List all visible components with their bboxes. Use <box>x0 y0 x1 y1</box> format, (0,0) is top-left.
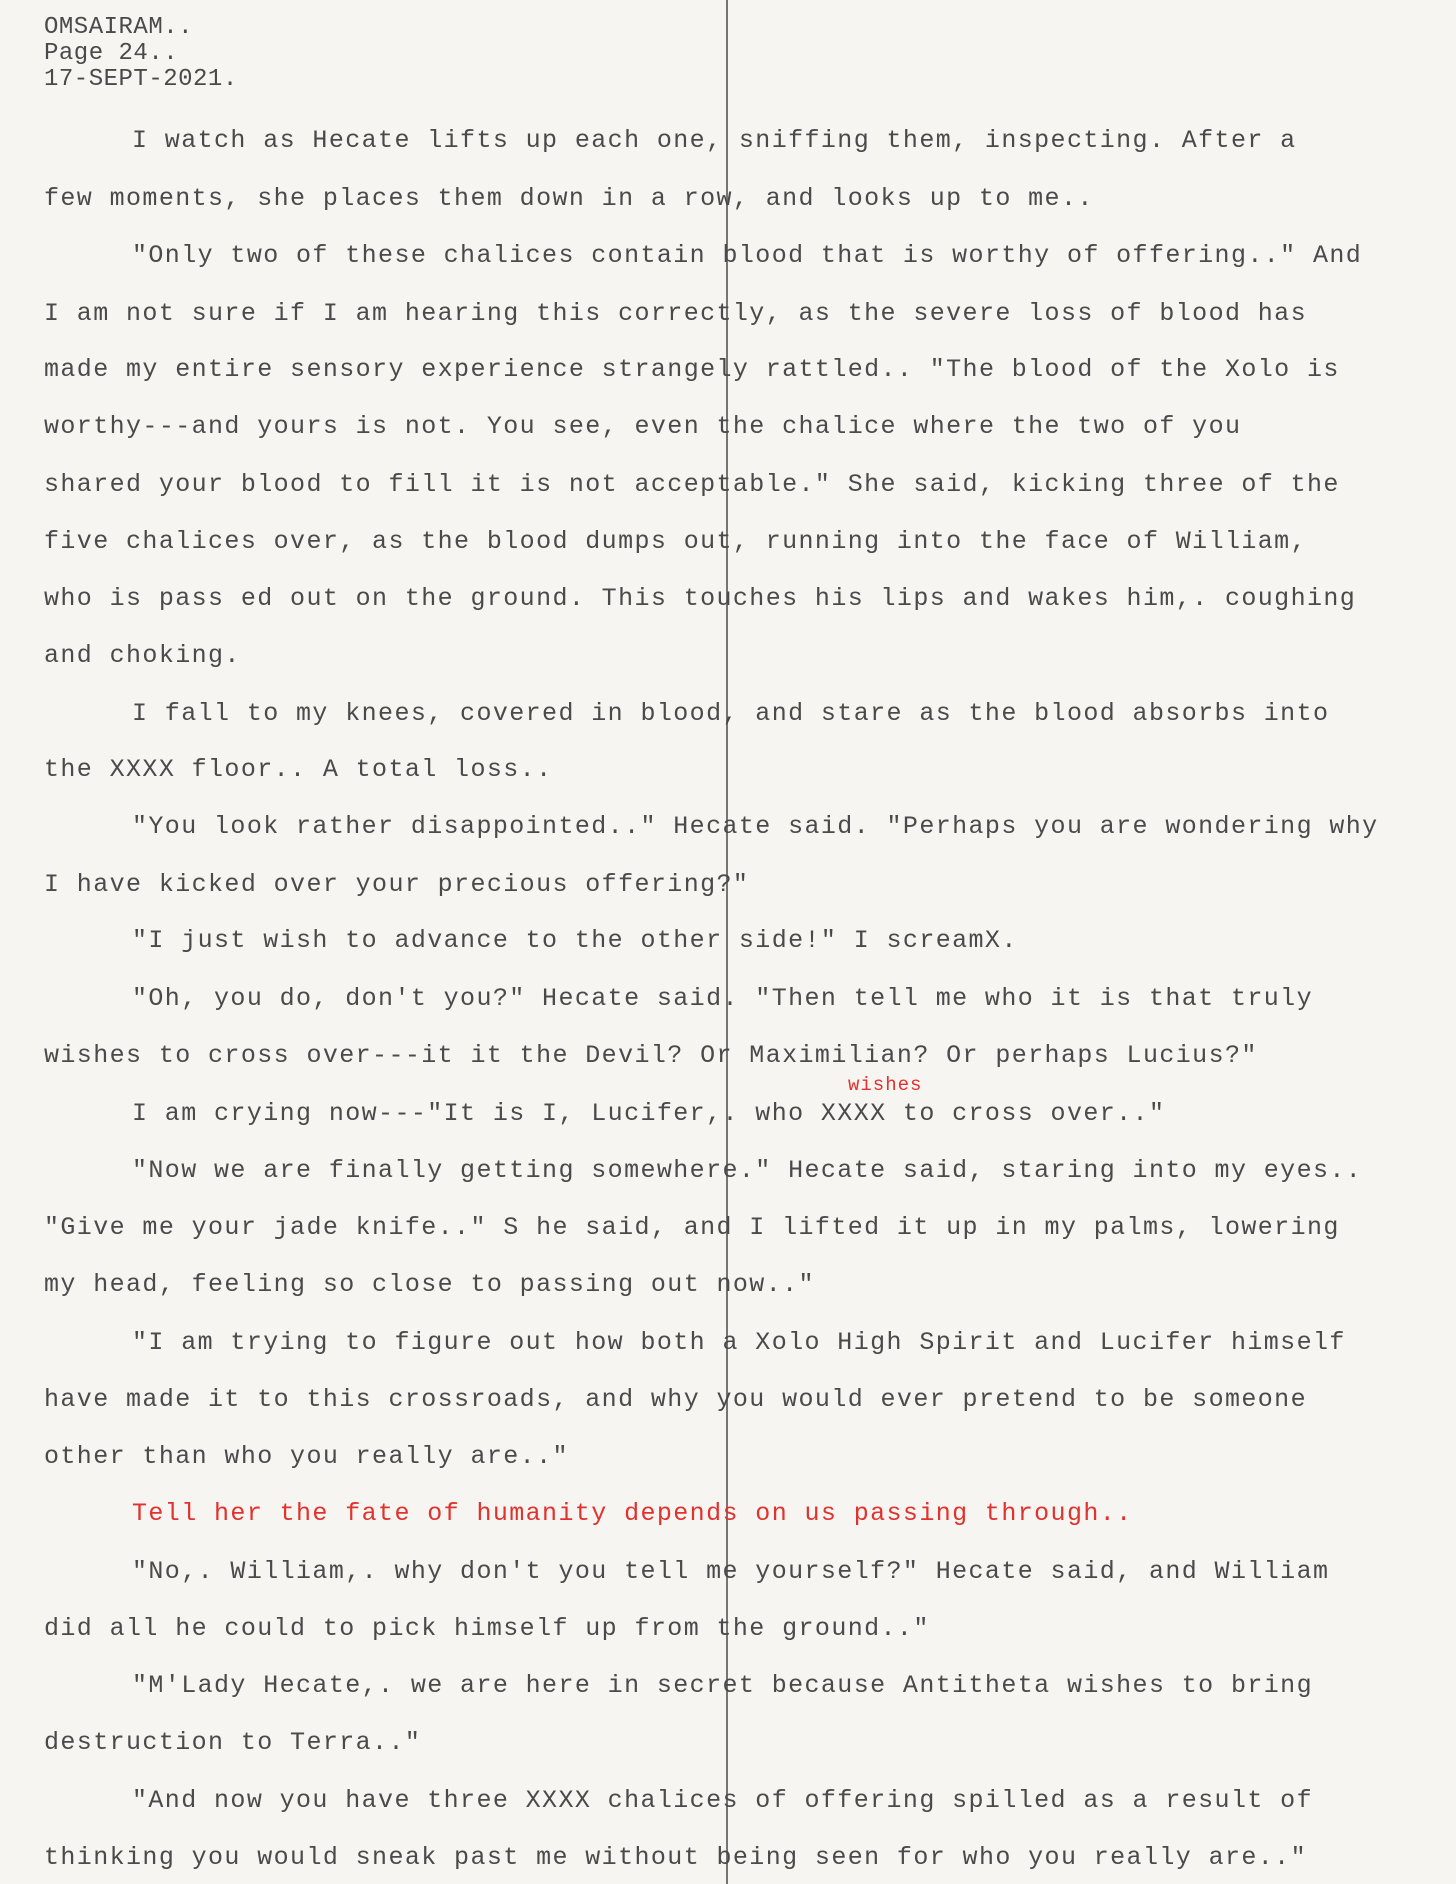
text-line: wishes to cross over---it it the Devil? Or Maximilian? Or perhaps Lucius?" <box>44 1041 1258 1070</box>
text-line: and choking. <box>44 641 241 670</box>
text-line: I am not sure if I am hearing this correctly, as the severe loss of blood has <box>44 299 1307 328</box>
text-line: five chalices over, as the blood dumps out, running into the face of William, <box>44 527 1307 556</box>
text-line: "You look rather disappointed.." Hecate said. "Perhaps you are wondering why <box>132 812 1379 841</box>
text-line: made my entire sensory experience strangely rattled.. "The blood of the Xolo is <box>44 355 1340 384</box>
header-line-1: OMSAIRAM.. <box>44 14 194 41</box>
handwritten-insert-wishes: wishes <box>848 1074 923 1096</box>
text-line: other than who you really are.." <box>44 1442 569 1471</box>
text-line: thinking you would sneak past me without being seen for who you really are.." <box>44 1843 1307 1872</box>
text-line: my head, feeling so close to passing out now.." <box>44 1270 815 1299</box>
text-line: have made it to this crossroads, and why you would ever pretend to be someone <box>44 1385 1307 1414</box>
text-line: worthy---and yours is not. You see, even the chalice where the two of you <box>44 412 1242 441</box>
text-line: "Now we are finally getting somewhere." Hecate said, staring into my eyes.. <box>132 1156 1363 1185</box>
text-line: I am crying now---"It is I, Lucifer,. who XXXX to cross over.." <box>132 1099 1166 1128</box>
header-line-3: 17-SEPT-2021. <box>44 66 238 93</box>
text-line: "Oh, you do, don't you?" Hecate said. "Then tell me who it is that truly <box>132 984 1313 1013</box>
text-line: "No,. William,. why don't you tell me yourself?" Hecate said, and William <box>132 1557 1330 1586</box>
text-line: "Only two of these chalices contain blood that is worthy of offering.." And <box>132 241 1363 270</box>
header-line-2: Page 24.. <box>44 40 179 67</box>
text-line: "Give me your jade knife.." S he said, and I lifted it up in my palms, lowering <box>44 1213 1340 1242</box>
text-line: who is pass ed out on the ground. This touches his lips and wakes him,. coughing <box>44 584 1357 613</box>
text-line: shared your blood to fill it is not acceptable." She said, kicking three of the <box>44 470 1340 499</box>
text-line: did all he could to pick himself up from the ground.." <box>44 1614 930 1643</box>
text-line: few moments, she places them down in a row, and looks up to me.. <box>44 184 1094 213</box>
text-line: "M'Lady Hecate,. we are here in secret because Antitheta wishes to bring <box>132 1671 1313 1700</box>
text-line: I watch as Hecate lifts up each one, sniffing them, inspecting. After a <box>132 126 1297 155</box>
text-line: "I am trying to figure out how both a Xolo High Spirit and Lucifer himself <box>132 1328 1346 1357</box>
text-line: "I just wish to advance to the other side!" I screamX. <box>132 926 1018 955</box>
text-line: "And now you have three XXXX chalices of offering spilled as a result of <box>132 1786 1313 1815</box>
text-line: I fall to my knees, covered in blood, and stare as the blood absorbs into <box>132 699 1330 728</box>
red-italic-thought-line: Tell her the fate of humanity depends on us passing through.. <box>132 1499 1133 1528</box>
text-line: I have kicked over your precious offering?" <box>44 870 750 899</box>
text-line: destruction to Terra.." <box>44 1728 422 1757</box>
text-line: the XXXX floor.. A total loss.. <box>44 755 553 784</box>
